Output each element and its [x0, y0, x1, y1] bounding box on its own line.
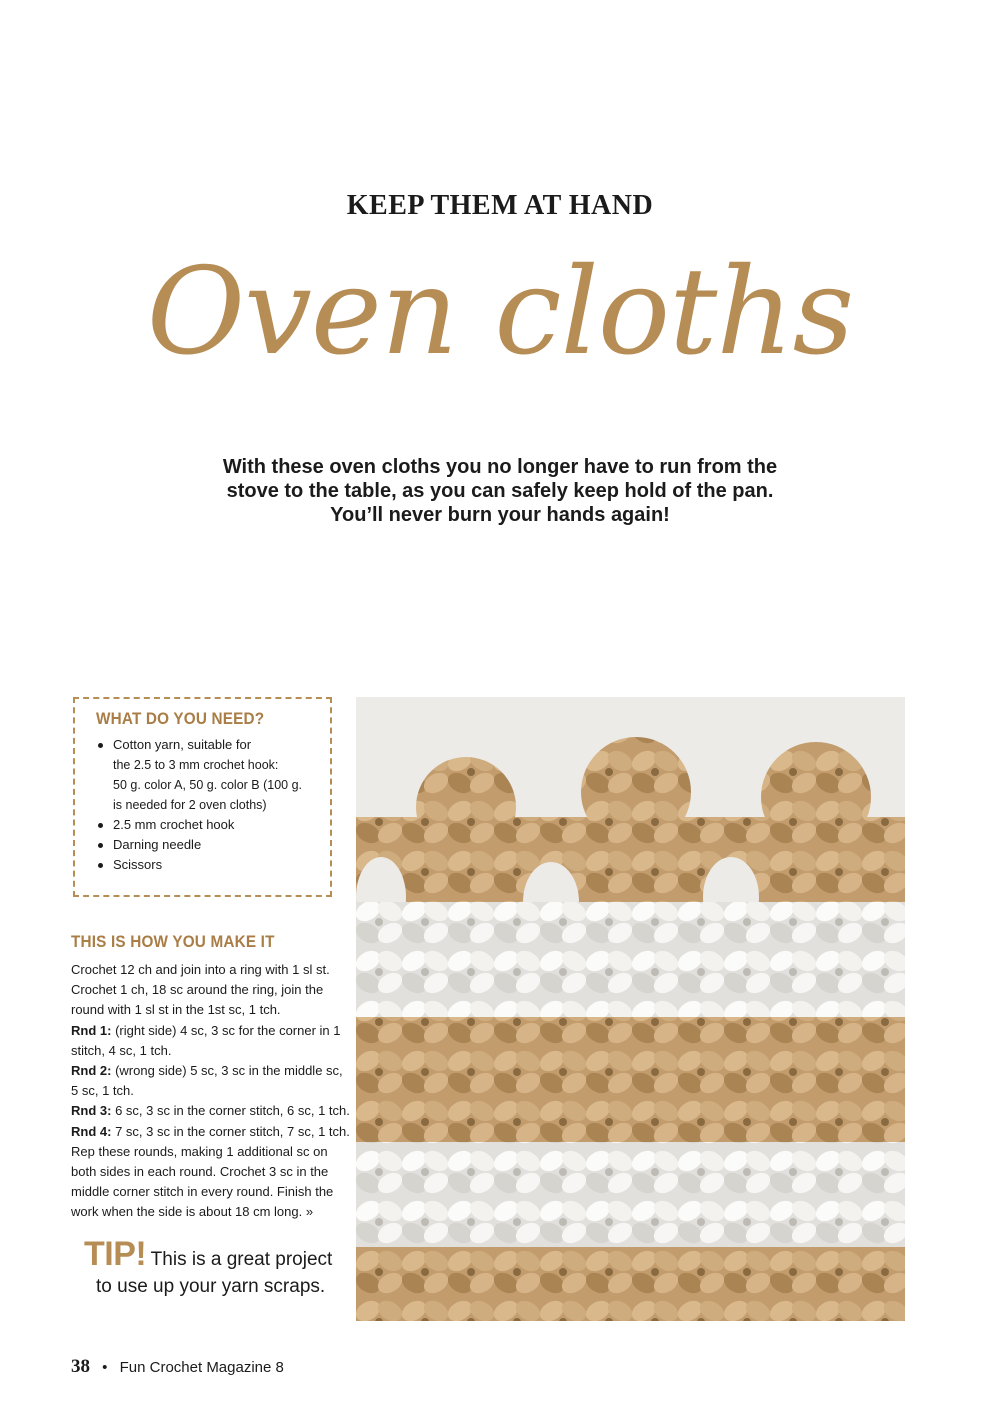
tip-text-line2: to use up your yarn scraps. [96, 1276, 326, 1297]
instructions-intro: Crochet 12 ch and join into a ring with 1 sl st. Crochet 1 ch, 18 sc around the ring, join the round with 1 sl st in the 1st sc, 1 tch. [71, 962, 330, 1018]
round-text: (right side) 4 sc, 3 sc for the corner in 1 stitch, 4 sc, 1 tch. [71, 1022, 341, 1058]
tip-callout [84, 1235, 354, 1300]
list-item [96, 855, 318, 875]
list-item [96, 815, 318, 835]
instructions-section [71, 932, 351, 1223]
tip-label: TIP! [84, 1235, 147, 1273]
round-label: Rnd 2: [71, 1063, 112, 1079]
list-item-text: 2.5 mm crochet hook [113, 817, 235, 832]
list-item-text: Scissors [113, 857, 163, 872]
page-number: 38 [71, 1356, 90, 1377]
white-stripe [356, 1142, 905, 1247]
instructions-heading: THIS IS HOW YOU MAKE IT [71, 932, 275, 951]
list-item [96, 735, 318, 815]
page-footer [71, 1356, 284, 1378]
footer-separator: • [102, 1359, 108, 1376]
tip-text-line1: This is a great project [150, 1249, 333, 1270]
instructions-outro: Rep these rounds, making 1 additional sc on both sides in each round. Crochet 3 sc in the middle corner stitch in every round. Finish the work when the side is about 18 cm long. [71, 1143, 334, 1220]
magazine-name: Fun Crochet Magazine 8 [119, 1359, 284, 1376]
list-item-subtext: is needed for 2 oven cloths) [113, 798, 267, 812]
crochet-photo [356, 697, 905, 1321]
intro-paragraph: With these oven cloths you no longer have to run from the stove to the table, as you can safely keep hold of the pan. You’ll never burn your hands again! [222, 456, 778, 526]
materials-list [96, 735, 318, 875]
round-label: Rnd 4: [71, 1123, 112, 1139]
materials-heading: WHAT DO YOU NEED? [96, 709, 265, 728]
materials-box [73, 697, 332, 897]
round-text: 7 sc, 3 sc in the corner stitch, 7 sc, 1 tch. [111, 1123, 350, 1139]
instructions-text [71, 960, 351, 1223]
tan-stripe [356, 1247, 905, 1321]
section-kicker: KEEP THEM AT HAND [346, 190, 654, 221]
round-label: Rnd 1: [71, 1022, 112, 1038]
white-stripe [356, 902, 905, 1017]
page-title: Oven cloths [146, 243, 854, 382]
list-item-text: Cotton yarn, suitable for [113, 737, 252, 752]
tan-stripe [356, 1017, 905, 1142]
list-item-text: Darning needle [113, 837, 202, 852]
round-text: 6 sc, 3 sc in the corner stitch, 6 sc, 1 tch. [111, 1103, 350, 1119]
continue-mark: » [305, 1204, 314, 1220]
list-item-subtext: 50 g. color A, 50 g. color B (100 g. [113, 778, 303, 792]
round-label: Rnd 3: [71, 1103, 112, 1119]
list-item-subtext: the 2.5 to 3 mm crochet hook: [113, 758, 279, 772]
list-item [96, 835, 318, 855]
round-text: (wrong side) 5 sc, 3 sc in the middle sc, 5 sc, 1 tch. [71, 1063, 343, 1099]
